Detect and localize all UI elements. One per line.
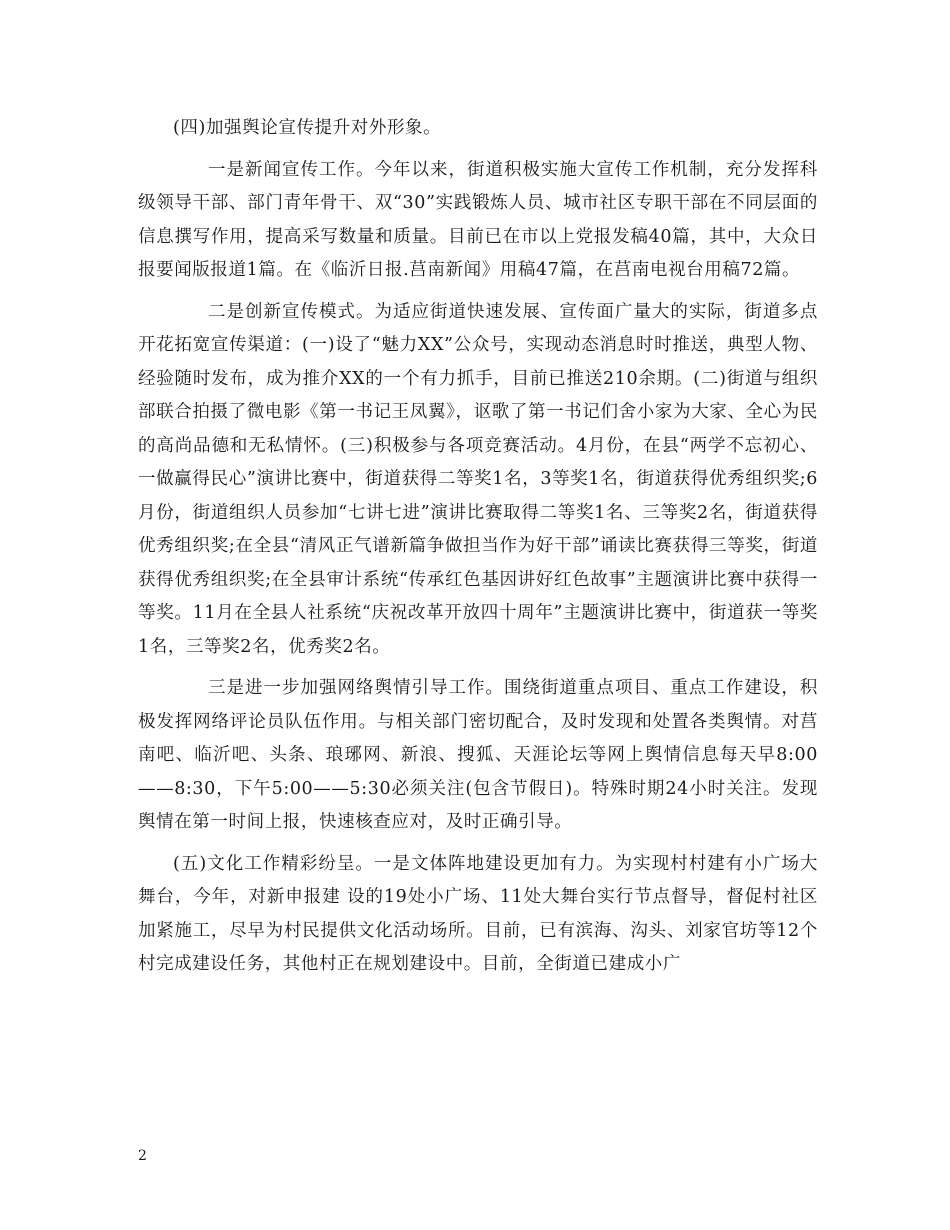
- paragraph-news-publicity: 一是新闻宣传工作。今年以来，街道积极实施大宣传工作机制，充分发挥科级领导干部、部门青年骨干、双“30”实践锻炼人员、城市社区专职干部在不同层面的信息撰写作用，提高采写数量和质量。目前已在市以上党报发稿40篇，其中，大众日报要闻版报道1篇。在《临沂日报.莒南新闻》用稿47篇，在莒南电视台用稿72篇。: [138, 159, 818, 280]
- paragraph-culture-work: (五)文化工作精彩纷呈。一是文体阵地建设更加有力。为实现村村建有小广场大舞台，今年，对新申报建 设的19处小广场、11处大舞台实行节点督导，督促村社区加紧施工，尽早为村民提供文化活动场所。目前，已有滨海、沟头、刘家官坊等12个村完成建设任务，其他村正在规划建设中。目前，全街道已建成小广: [138, 853, 818, 974]
- document-body: [138, 112, 818, 990]
- page-number: 2: [138, 1148, 147, 1164]
- paragraph-online-opinion: 三是进一步加强网络舆情引导工作。围绕街道重点项目、重点工作建设，积极发挥网络评论员队伍作用。与相关部门密切配合，及时发现和处置各类舆情。对莒南吧、临沂吧、头条、琅琊网、新浪、搜狐、天涯论坛等网上舆情信息每天早8:00——8:30，下午5:00——5:30必须关注(包含节假日)。特殊时期24小时关注。发现舆情在第一时间上报，快速核查应对，及时正确引导。: [138, 678, 818, 832]
- paragraph-innovation-publicity: 二是创新宣传模式。为适应街道快速发展、宣传面广量大的实际，街道多点开花拓宽宣传渠道：(一)设了“魅力XX”公众号，实现动态消息时时推送，典型人物、经验随时发布，成为推介XX的一个有力抓手，目前已推送210余期。(二)街道与组织部联合拍摄了微电影《第一书记王凤翼》，讴歌了第一书记们舍小家为大家、全心为民的高尚品德和无私情怀。(三)积极参与各项竞赛活动。4月份，在县“两学不忘初心、一做赢得民心”演讲比赛中，街道获得二等奖1名，3等奖1名，街道获得优秀组织奖;6月份，街道组织人员参加“七讲七进”演讲比赛取得二等奖1名、三等奖2名，街道获得优秀组织奖;在全县“清风正气谱新篇争做担当作为好干部”诵读比赛获得三等奖，街道获得优秀组织奖;在全县审计系统“传承红色基因讲好红色故事”主题演讲比赛中获得一等奖。11月在全县人社系统“庆祝改革开放四十周年”主题演讲比赛中，街道获一等奖1名，三等奖2名，优秀奖2名。: [138, 301, 818, 657]
- section-heading-4: (四)加强舆论宣传提升对外形象。: [173, 118, 442, 138]
